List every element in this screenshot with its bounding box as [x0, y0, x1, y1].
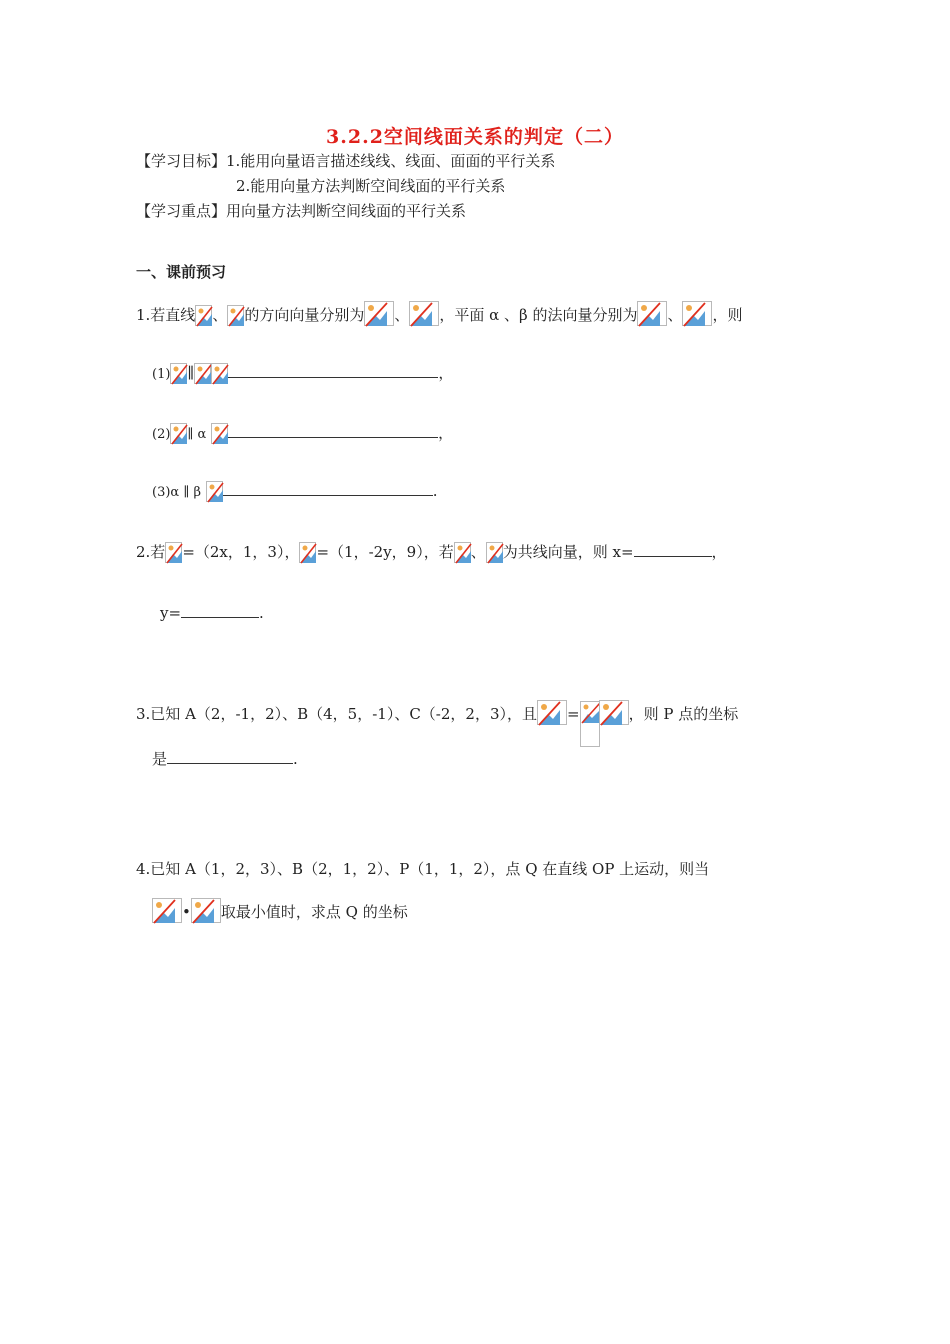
broken-image-icon	[211, 363, 228, 384]
keypoint-line	[136, 200, 466, 222]
question-2-y: y= .	[160, 604, 264, 622]
answer-blank-x[interactable]	[634, 542, 712, 557]
broken-image-icon	[152, 898, 182, 923]
question-4-continued: • 取最小值时，求点 Q 的坐标	[152, 898, 408, 923]
question-4: 4.已知 A（1，2，3）、B（2，1，2）、P（1，1，2），点 Q 在直线 OP 上运动，则当	[136, 860, 710, 878]
keypoint-label: 【学习重点】	[136, 202, 227, 220]
question-2: 2.若 =（2x，1，3）， =（1，-2y，9），若 、 为共线向量，则 x= ，	[136, 543, 727, 561]
question-1-part-1: (1) ∥ ，	[152, 364, 454, 382]
broken-image-icon	[227, 305, 244, 326]
question-3: 3.已知 A（2，-1，2）、B（4，5，-1）、C（-2，2，3），且 = ，则 P 点的坐标	[136, 700, 738, 747]
dot-operator: •	[182, 903, 191, 921]
answer-blank-y[interactable]	[181, 603, 259, 618]
objectives-line-1	[136, 150, 555, 172]
broken-image-icon	[165, 542, 182, 563]
objective-item-2: 2.能用向量方法判断空间线面的平行关系	[236, 177, 506, 195]
section-title: 一、课前预习	[136, 263, 227, 281]
question-3-answer: 是 .	[152, 750, 298, 768]
objective-item-1: 1.能用向量语言描述线线、线面、面面的平行关系	[226, 152, 556, 170]
answer-blank[interactable]	[228, 363, 438, 378]
broken-image-icon	[580, 701, 600, 747]
broken-image-icon	[170, 363, 187, 384]
answer-blank[interactable]	[223, 481, 433, 496]
broken-image-icon	[637, 301, 667, 326]
objectives-label: 【学习目标】	[136, 152, 227, 170]
broken-image-icon	[682, 301, 712, 326]
broken-image-icon	[206, 481, 223, 502]
broken-image-icon	[211, 423, 228, 444]
broken-image-icon	[409, 301, 439, 326]
broken-image-icon	[599, 700, 629, 725]
broken-image-icon	[299, 542, 316, 563]
broken-image-icon	[537, 700, 567, 725]
broken-image-icon	[170, 423, 187, 444]
broken-image-icon	[364, 301, 394, 326]
broken-image-icon	[454, 542, 471, 563]
answer-blank[interactable]	[167, 749, 293, 764]
page-title: 3.2.2空间线面关系的判定（二）	[326, 126, 624, 148]
question-1-part-3: (3)α ∥ β .	[152, 482, 438, 500]
broken-image-icon	[195, 305, 212, 326]
keypoint-text: 用向量方法判断空间线面的平行关系	[226, 202, 467, 220]
broken-image-icon	[194, 363, 211, 384]
broken-image-icon	[191, 898, 221, 923]
question-1-part-2: (2) ∥ α ，	[152, 424, 454, 442]
question-1: 1.若直线 、 的方向向量分别为 、 ，平面 α 、β 的法向量分别为 、 ，则	[136, 301, 743, 326]
broken-image-icon	[486, 542, 503, 563]
answer-blank[interactable]	[228, 423, 438, 438]
